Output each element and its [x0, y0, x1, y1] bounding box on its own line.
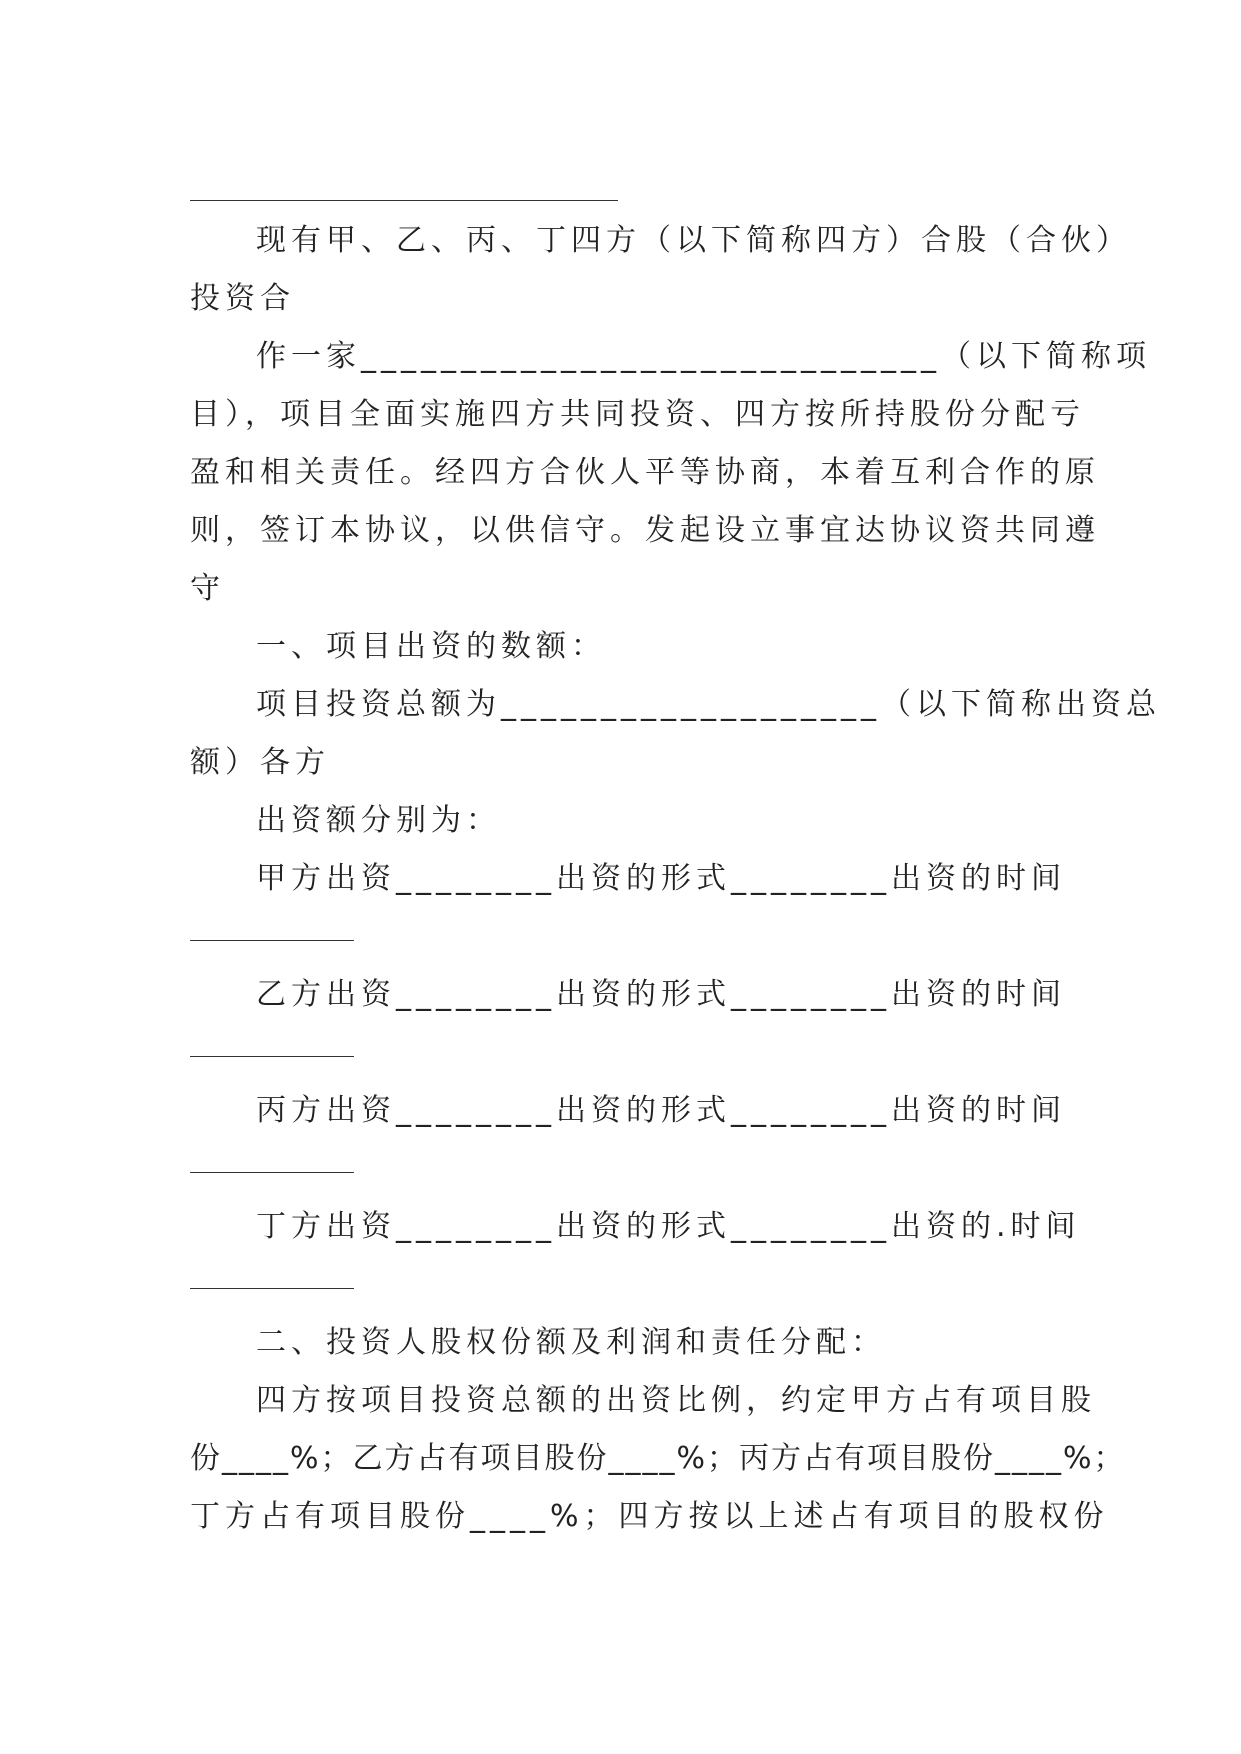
- blank-rule: [190, 1288, 354, 1289]
- blank-rule: [190, 940, 354, 941]
- blank-fill-line: [190, 1140, 1048, 1198]
- party-jia-line: 甲方出资________出资的形式________出资的时间: [256, 861, 1066, 896]
- document-body: [190, 212, 1161, 1546]
- paragraph-line: 丁方占有项目股份____%；四方按以上述占有项目的股权份: [190, 1499, 1109, 1534]
- paragraph-line: 盈和相关责任。经四方合伙人平等协商，本着互利合作的原: [190, 455, 1100, 490]
- party-ding-line: 丁方出资________出资的形式________出资的.时间: [256, 1209, 1081, 1244]
- paragraph-line: 四方按项目投资总额的出资比例，约定甲方占有项目股: [256, 1383, 1096, 1418]
- paragraph-line: 项目投资总额为___________________（以下简称出资总: [256, 687, 1161, 722]
- section-heading: 一、项目出资的数额：: [256, 629, 606, 664]
- paragraph-line: 额）各方: [190, 745, 330, 780]
- paragraph-line: 作一家_____________________________（以下简称项: [256, 339, 1151, 374]
- blank-rule: [190, 1056, 354, 1057]
- party-bing-line: 丙方出资________出资的形式________出资的时间: [256, 1093, 1066, 1128]
- blank-fill-line: [190, 908, 1048, 966]
- blank-fill-line: [190, 1256, 1048, 1314]
- paragraph-line: 则，签订本协议，以供信守。发起设立事宜达协议资共同遵: [190, 513, 1100, 548]
- paragraph-line: 份____%；乙方占有项目股份____%；丙方占有项目股份____%；: [190, 1441, 1126, 1476]
- top-blank-line: [190, 200, 618, 201]
- blank-fill-line: [190, 1024, 1048, 1082]
- blank-rule: [190, 1172, 354, 1173]
- paragraph-line: 现有甲、乙、丙、丁四方（以下简称四方）合股（合伙）: [256, 223, 1131, 258]
- section-heading: 二、投资人股权份额及利润和责任分配：: [256, 1325, 886, 1360]
- paragraph-line: 出资额分别为：: [256, 803, 501, 838]
- paragraph-line: 投资合: [190, 281, 295, 316]
- party-yi-line: 乙方出资________出资的形式________出资的时间: [256, 977, 1066, 1012]
- paragraph-line: 守: [190, 571, 225, 606]
- paragraph-line: 目），项目全面实施四方共同投资、四方按所持股份分配亏: [190, 397, 1085, 432]
